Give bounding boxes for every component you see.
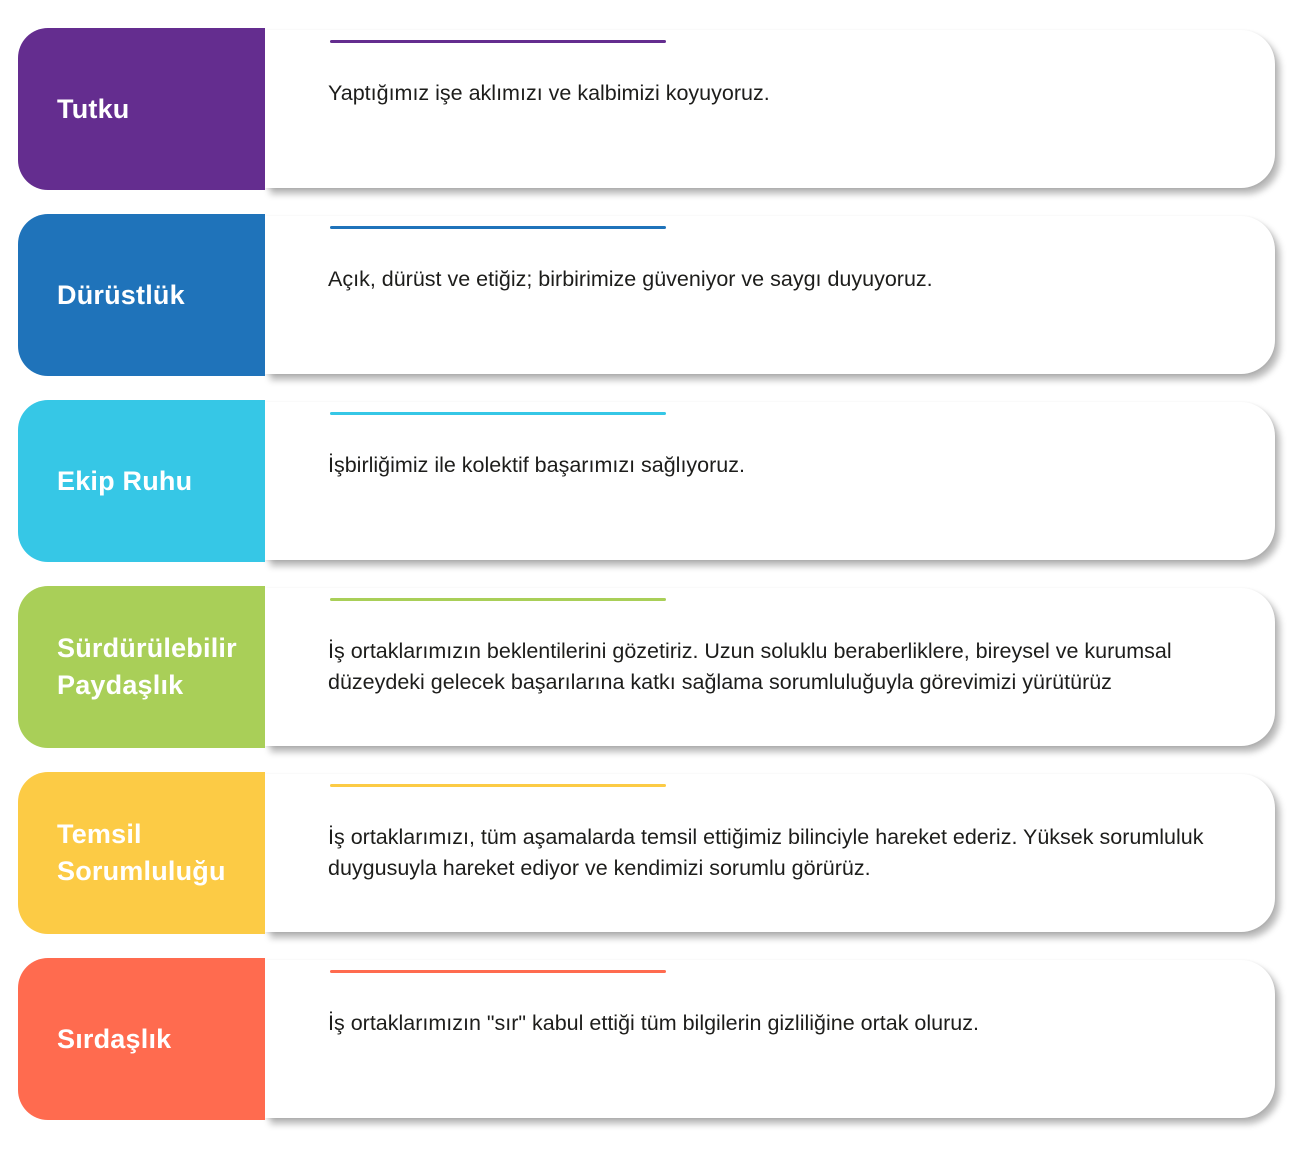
value-description: İşbirliğimiz ile kolektif başarımızı sağlıyoruz. (328, 453, 745, 477)
value-label-block (18, 586, 265, 748)
value-description: Yaptığımız işe aklımızı ve kalbimizi koyuyoruz. (328, 81, 770, 105)
value-label-block (18, 400, 265, 562)
value-description: İş ortaklarımızın "sır" kabul ettiği tüm bilgilerin gizliliğine ortak oluruz. (328, 1011, 979, 1035)
accent-line (330, 40, 666, 43)
value-card (265, 216, 1275, 374)
value-label-block (18, 958, 265, 1120)
value-description: Açık, dürüst ve etiğiz; birbirimize güveniyor ve saygı duyuyoruz. (328, 267, 933, 291)
value-row-sirdaslik (18, 958, 1276, 1120)
value-description: İş ortaklarımızı, tüm aşamalarda temsil ettiğimiz bilinciyle hareket ederiz. Yüksek sorumluluk duygusuyla hareket ediyor ve kendimizi sorumlu görürüz. (328, 825, 1204, 880)
accent-line (330, 970, 666, 973)
value-title: Tutku (57, 93, 130, 124)
value-label-block (18, 214, 265, 376)
value-card (265, 588, 1275, 746)
value-title: Sürdürülebilir Paydaşlık (57, 633, 237, 700)
value-card (265, 30, 1275, 188)
value-card (265, 402, 1275, 560)
accent-line (330, 598, 666, 601)
value-label-block (18, 772, 265, 934)
value-card (265, 960, 1275, 1118)
value-row-ekip-ruhu (18, 400, 1276, 562)
accent-line (330, 412, 666, 415)
value-label-block (18, 28, 265, 190)
value-title: Dürüstlük (57, 279, 185, 310)
accent-line (330, 784, 666, 787)
value-row-tutku (18, 28, 1276, 190)
value-title: Temsil Sorumluluğu (57, 819, 226, 886)
value-title: Ekip Ruhu (57, 465, 193, 496)
value-card (265, 774, 1275, 932)
value-title: Sırdaşlık (57, 1023, 172, 1054)
value-description: İş ortaklarımızın beklentilerini gözetiriz. Uzun soluklu beraberliklere, bireysel ve kurumsal düzeydeki gelecek başarılarına katkı sağlama sorumluluğuyla görevimizi yürütürüz (328, 639, 1172, 694)
accent-line (330, 226, 666, 229)
value-row-surdurulebilir-paydaslik (18, 586, 1276, 748)
value-row-durustluk (18, 214, 1276, 376)
value-row-temsil-sorumlulugu (18, 772, 1276, 934)
values-list (18, 28, 1276, 1120)
